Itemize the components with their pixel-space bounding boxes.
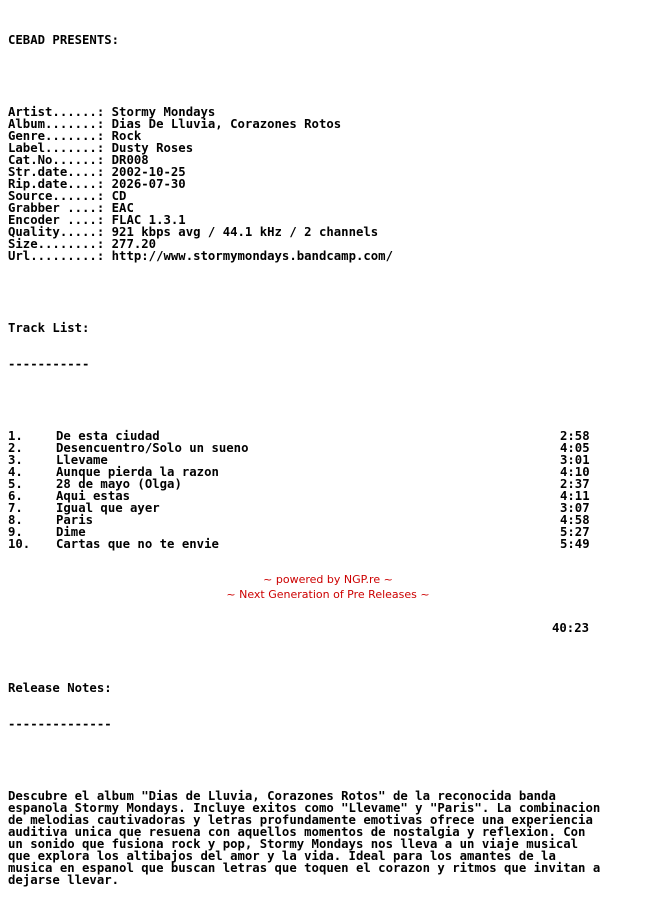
release-notes-line: Descubre el album "Dias de Lluvia, Corazones Rotos" de la reconocida banda	[8, 789, 556, 803]
info-field-key: Source......:	[8, 189, 112, 203]
info-field	[8, 250, 653, 262]
track-duration: 3:07	[560, 501, 590, 515]
track-number: 5.	[8, 477, 23, 491]
info-field-key: Album.......:	[8, 117, 112, 131]
release-notes-line: dejarse llevar.	[8, 873, 120, 887]
info-field-value: Dusty Roses	[111, 141, 194, 155]
track-duration: 4:05	[560, 441, 590, 455]
info-field-value: 277.20	[111, 237, 157, 251]
info-field-value: http://www.stormymondays.bandcamp.com/	[111, 249, 393, 263]
track-row	[8, 514, 653, 526]
release-notes-line: auditiva unica que resuena con aquellos momentos de nostalgia y reflexion. Con	[8, 825, 586, 839]
track-title: 28 de mayo (Olga)	[56, 477, 182, 491]
tracklist-underline: -----------	[8, 357, 90, 371]
track-number: 9.	[8, 525, 23, 539]
tracklist-heading: Track List:	[8, 321, 90, 335]
track-duration: 4:11	[560, 489, 590, 503]
info-field-key: Artist......:	[8, 105, 112, 119]
info-field-key: Url.........:	[8, 249, 112, 263]
track-title: Paris	[56, 513, 94, 527]
track-number: 8.	[8, 513, 23, 527]
info-field-value: DR008	[111, 153, 149, 167]
footer	[0, 572, 656, 602]
release-notes-text	[8, 790, 653, 886]
spacer	[8, 394, 653, 406]
info-field-value: FLAC 1.3.1	[111, 213, 186, 227]
release-notes-heading: Release Notes:	[8, 681, 112, 695]
release-notes-line: musica en espanol que buscan letras que toquen el corazon y ritmos que invitan a	[8, 861, 601, 875]
release-notes-underline: --------------	[8, 717, 112, 731]
release-info-block	[8, 106, 653, 262]
track-duration: 4:10	[560, 465, 590, 479]
spacer	[8, 754, 653, 766]
track-title: Cartas que no te envie	[56, 537, 219, 551]
track-title: Aqui estas	[56, 489, 131, 503]
nfo-document	[8, 10, 653, 898]
track-number: 6.	[8, 489, 23, 503]
info-field-value: Rock	[111, 129, 142, 143]
info-field-value: Dias De Lluvia, Corazones Rotos	[111, 117, 342, 131]
track-number: 1.	[8, 429, 23, 443]
track-duration: 2:37	[560, 477, 590, 491]
track-title: Llevame	[56, 453, 108, 467]
info-field-key: Encoder ....:	[8, 213, 112, 227]
track-title: Aunque pierda la razon	[56, 465, 219, 479]
info-field-value: 2002-10-25	[111, 165, 186, 179]
track-duration: 2:58	[560, 429, 590, 443]
info-field-value: CD	[111, 189, 127, 203]
track-duration: 5:27	[560, 525, 590, 539]
total-duration-row	[8, 610, 653, 635]
track-title: Igual que ayer	[56, 501, 160, 515]
track-duration: 3:01	[560, 453, 590, 467]
track-number: 4.	[8, 465, 23, 479]
track-duration: 5:49	[560, 537, 590, 551]
info-field-value: 921 kbps avg / 44.1 kHz / 2 channels	[111, 225, 379, 239]
track-title: Dime	[56, 525, 86, 539]
spacer	[8, 286, 653, 298]
track-row	[8, 502, 653, 514]
track-number: 7.	[8, 501, 23, 515]
info-field-value: Stormy Mondays	[111, 105, 216, 119]
info-field-value: 2026-07-30	[111, 177, 186, 191]
info-field-key: Rip.date....:	[8, 177, 112, 191]
info-field-value: EAC	[111, 201, 134, 215]
info-field-key: Grabber ....:	[8, 201, 112, 215]
track-number: 10.	[8, 537, 31, 551]
info-field-key: Str.date....:	[8, 165, 112, 179]
footer-powered-by: ~ powered by NGP.re ~	[263, 573, 393, 586]
info-field-key: Genre.......:	[8, 129, 112, 143]
track-title: Desencuentro/Solo un sueno	[56, 441, 249, 455]
track-row	[8, 538, 653, 550]
tracklist	[8, 430, 653, 550]
spacer	[8, 646, 653, 658]
spacer	[8, 70, 653, 82]
track-title: De esta ciudad	[56, 429, 160, 443]
release-notes-line: que explora los altibajos del amor y la vida. Ideal para los amantes de la	[8, 849, 556, 863]
footer-tagline: ~ Next Generation of Pre Releases ~	[226, 588, 430, 601]
info-field-key: Size........:	[8, 237, 112, 251]
release-notes-line: de melodias cautivadoras y letras profundamente emotivas ofrece una experiencia	[8, 813, 593, 827]
track-number: 2.	[8, 441, 23, 455]
total-duration: 40:23	[552, 621, 590, 635]
track-number: 3.	[8, 453, 23, 467]
info-field-key: Label.......:	[8, 141, 112, 155]
info-field-key: Quality.....:	[8, 225, 112, 239]
track-duration: 4:58	[560, 513, 590, 527]
info-field-key: Cat.No......:	[8, 153, 112, 167]
presents-header: CEBAD PRESENTS:	[8, 33, 120, 47]
release-notes-line: un sonido que fusiona rock y pop, Stormy Mondays nos lleva a un viaje musical	[8, 837, 579, 851]
release-notes-line: espanola Stormy Mondays. Incluye exitos como "Llevame" y "Paris". La combinacion	[8, 801, 601, 815]
